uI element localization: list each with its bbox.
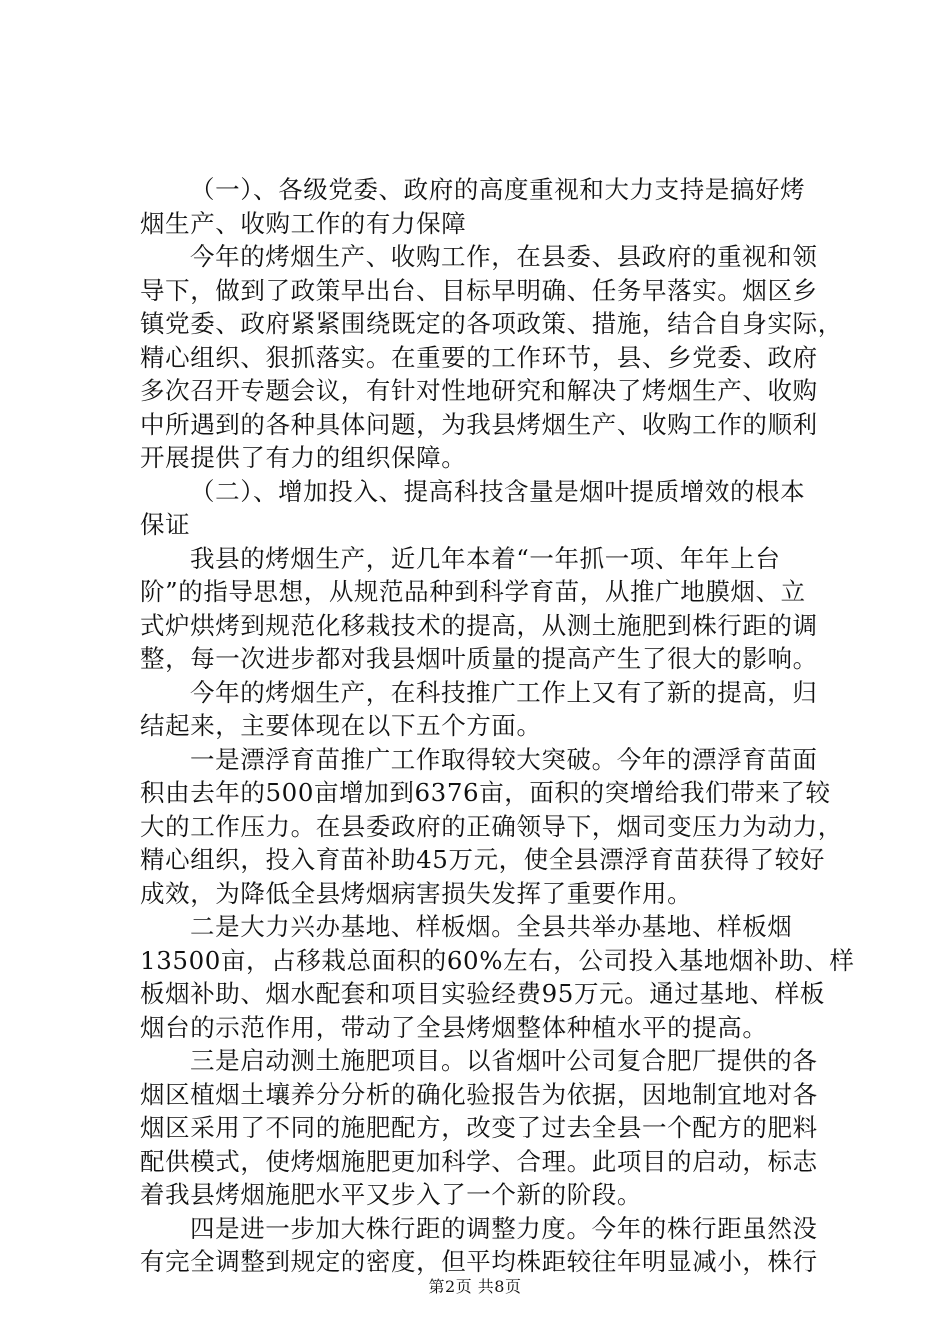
paragraph-line: 中所遇到的各种具体问题，为我县烤烟生产、收购工作的顺利 (140, 410, 818, 439)
paragraph-line: 镇党委、政府紧紧围绕既定的各项政策、措施，结合自身实际， (140, 309, 843, 338)
paragraph-line: 多次召开专题会议，有针对性地研究和解决了烤烟生产、收购 (140, 376, 818, 405)
paragraph-line: 精心组织，投入育苗补助45万元，使全县漂浮育苗获得了较好 (140, 845, 825, 874)
paragraph-line: 我县的烤烟生产，近几年本着“一年抓一项、年年上台 (190, 544, 781, 573)
section-heading-1-cont: 烟生产、收购工作的有力保障 (140, 209, 467, 238)
paragraph-line: 积由去年的500亩增加到6376亩，面积的突增给我们带来了较 (140, 778, 831, 807)
paragraph-line: 结起来，主要体现在以下五个方面。 (140, 711, 542, 740)
paragraph-line: 烟台的示范作用，带动了全县烤烟整体种植水平的提高。 (140, 1013, 768, 1042)
paragraph-line: 一是漂浮育苗推广工作取得较大突破。今年的漂浮育苗面 (190, 745, 818, 774)
paragraph-line: 阶”的指导思想，从规范品种到科学育苗，从推广地膜烟、立 (140, 577, 806, 606)
section-heading-2: （二）、增加投入、提高科技含量是烟叶提质增效的根本 (190, 477, 806, 506)
paragraph-line: 成效，为降低全县烤烟病害损失发挥了重要作用。 (140, 879, 693, 908)
page-footer: 第2页 共8页 (428, 1277, 522, 1296)
paragraph-line: 式炉烘烤到规范化移栽技术的提高，从测土施肥到株行距的调 (140, 611, 818, 640)
paragraph-line: 大的工作压力。在县委政府的正确领导下，烟司变压力为动力， (140, 812, 843, 841)
paragraph-line: 烟区植烟土壤养分分析的确化验报告为依据，因地制宜地对各 (140, 1080, 818, 1109)
paragraph-line: 导下，做到了政策早出台、目标早明确、任务早落实。烟区乡 (140, 276, 818, 305)
paragraph-line: 配供模式，使烤烟施肥更加科学、合理。此项目的启动，标志 (140, 1147, 818, 1176)
paragraph-line: 今年的烤烟生产、收购工作，在县委、县政府的重视和领 (190, 242, 818, 271)
paragraph-line: 整，每一次进步都对我县烟叶质量的提高产生了很大的影响。 (140, 644, 818, 673)
paragraph-line: 四是进一步加大株行距的调整力度。今年的株行距虽然没 (190, 1214, 818, 1243)
paragraph-line: 板烟补助、烟水配套和项目实验经费95万元。通过基地、样板 (140, 979, 825, 1008)
section-heading-2-cont: 保证 (140, 510, 191, 539)
paragraph-line: 烟区采用了不同的施肥配方，改变了过去全县一个配方的肥料 (140, 1113, 818, 1142)
paragraph-line: 着我县烤烟施肥水平又步入了一个新的阶段。 (140, 1180, 642, 1209)
paragraph-line: 精心组织、狠抓落实。在重要的工作环节，县、乡党委、政府 (140, 343, 818, 372)
paragraph-line: 三是启动测土施肥项目。以省烟叶公司复合肥厂提供的各 (190, 1046, 818, 1075)
paragraph-line: 今年的烤烟生产，在科技推广工作上又有了新的提高，归 (190, 678, 818, 707)
section-heading-1: （一）、各级党委、政府的高度重视和大力支持是搞好烤 (190, 175, 806, 204)
paragraph-line: 13500亩，占移栽总面积的60%左右，公司投入基地烟补助、样 (140, 946, 855, 975)
paragraph-line: 二是大力兴办基地、样板烟。全县共举办基地、样板烟 (190, 912, 793, 941)
paragraph-line: 开展提供了有力的组织保障。 (140, 443, 467, 472)
paragraph-line: 有完全调整到规定的密度，但平均株距较往年明显减小，株行 (140, 1247, 818, 1276)
